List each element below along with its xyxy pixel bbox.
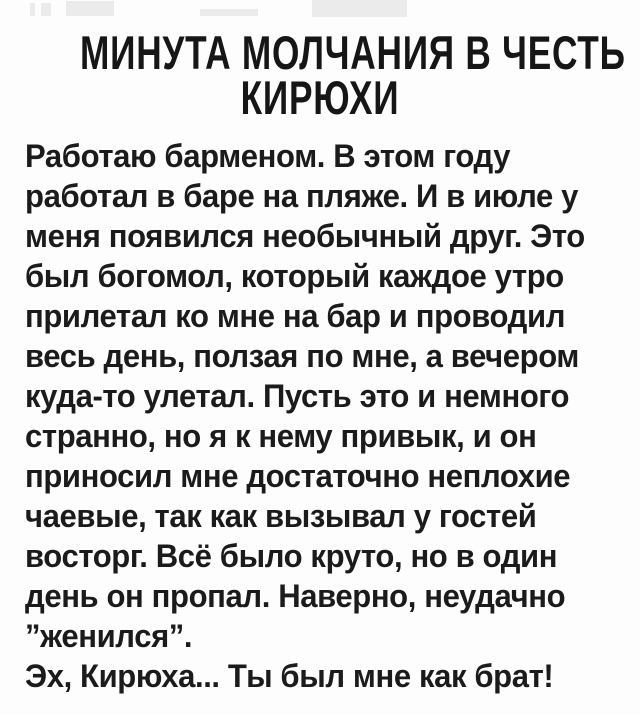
- cropped-text-remnant: [200, 9, 258, 16]
- body-line: работал в баре на пляже. И в июле у: [25, 178, 579, 214]
- title-line-2: КИРЮХИ: [240, 71, 400, 124]
- body-line: восторг. Всё было круто, но в один: [25, 538, 558, 574]
- cropped-text-remnant: [312, 0, 407, 17]
- body-line: куда-то улетал. Пусть это и немного: [25, 378, 570, 414]
- meme-body: [0, 136, 640, 696]
- body-line: чаевые, так как вызывал у гостей: [25, 498, 537, 534]
- body-line: был богомол, который каждое утро: [25, 258, 564, 294]
- cropped-text-remnant: [66, 1, 114, 16]
- body-line: весь день, ползая по мне, а вечером: [25, 338, 580, 374]
- body-line: приносил мне достаточно неплохие: [25, 458, 571, 494]
- body-line: Работаю барменом. В этом году: [25, 138, 511, 174]
- meme-title: [0, 26, 640, 124]
- body-line: день он пропал. Наверно, неудачно: [25, 578, 566, 614]
- body-line: меня появился необычный друг. Это: [25, 218, 585, 254]
- cropped-text-remnant: [30, 3, 35, 16]
- body-line: ”женился”.: [25, 618, 193, 654]
- body-line: Эх, Кирюха... Ты был мне как брат!: [25, 658, 554, 694]
- body-line: странно, но я к нему привык, и он: [25, 418, 537, 454]
- body-line: прилетал ко мне на бар и проводил: [25, 298, 566, 334]
- cropped-text-remnant: [41, 3, 51, 16]
- title-line-1: МИНУТА МОЛЧАНИЯ В ЧЕСТЬ: [80, 26, 626, 79]
